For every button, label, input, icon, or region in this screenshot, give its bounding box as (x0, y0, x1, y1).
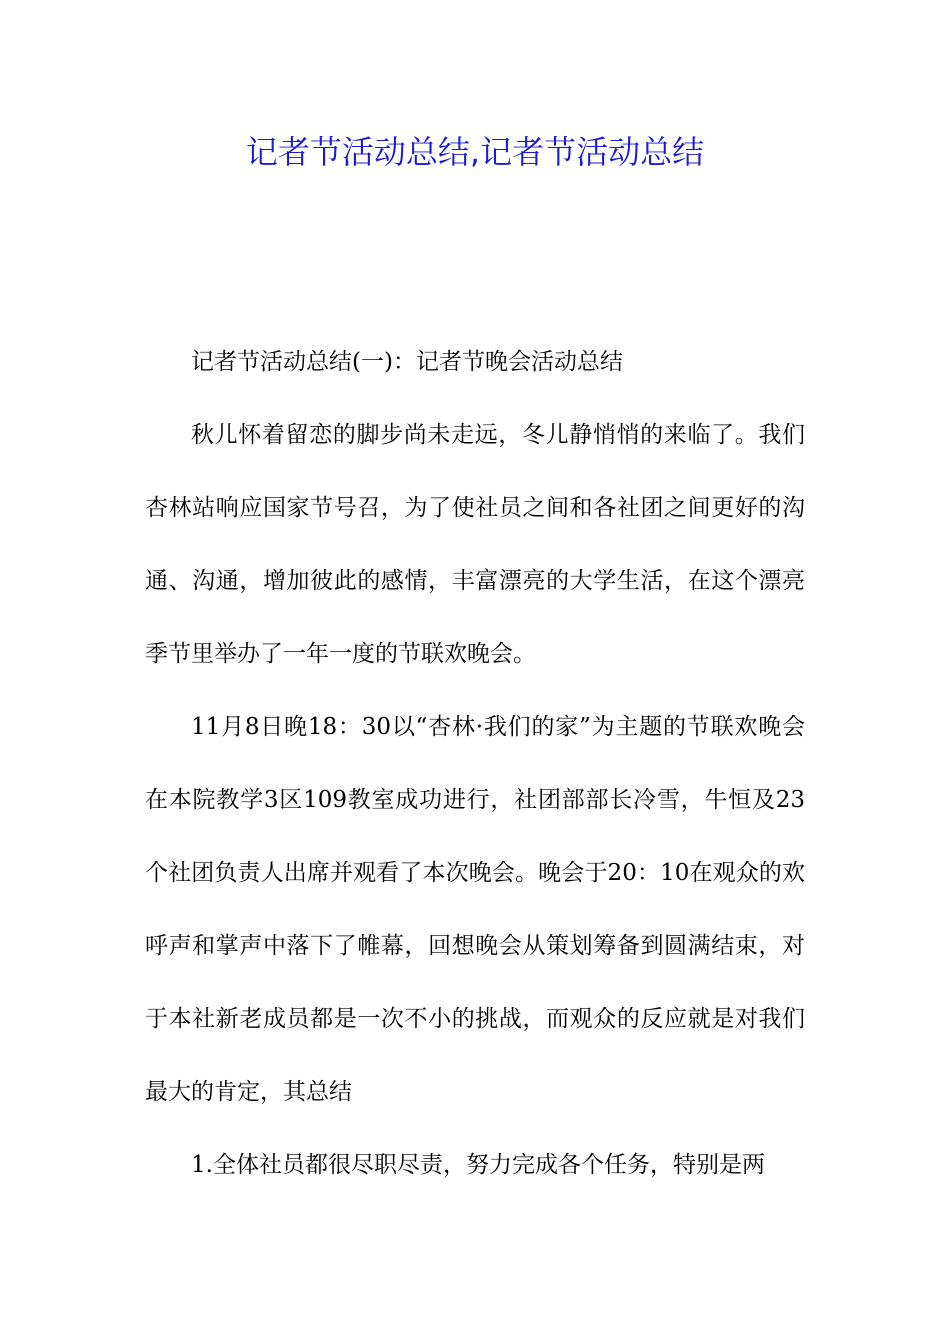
paragraph: 秋儿怀着留恋的脚步尚未走远，冬儿静悄悄的来临了。我们杏林站响应国家节号召，为了使社员之间和各社团之间更好的沟通、沟通，增加彼此的感情，丰富漂亮的大学生活，在这个漂亮季节里举办了一年一度的节联欢晚会。 (145, 422, 805, 667)
paragraph: 11月8日晚18：30以“杏林·我们的家”为主题的节联欢晚会在本院教学3区109教室成功进行，社团部部长冷雪，牛恒及23个社团负责人出席并观看了本次晚会。晚会于20：10在观众的欢呼声和掌声中落下了帷幕，回想晚会从策划筹备到圆满结束，对于本社新老成员都是一次不小的挑战，而观众的反应就是对我们最大的肯定，其总结 (145, 714, 805, 1105)
paragraph: 记者节活动总结(一)：记者节晚会活动总结 (191, 349, 623, 375)
paragraph: 1.全体社员都很尽职尽责，努力完成各个任务，特别是两 (191, 1152, 765, 1178)
document-body (145, 326, 805, 1202)
document-title: 记者节活动总结,记者节活动总结 (245, 133, 705, 171)
